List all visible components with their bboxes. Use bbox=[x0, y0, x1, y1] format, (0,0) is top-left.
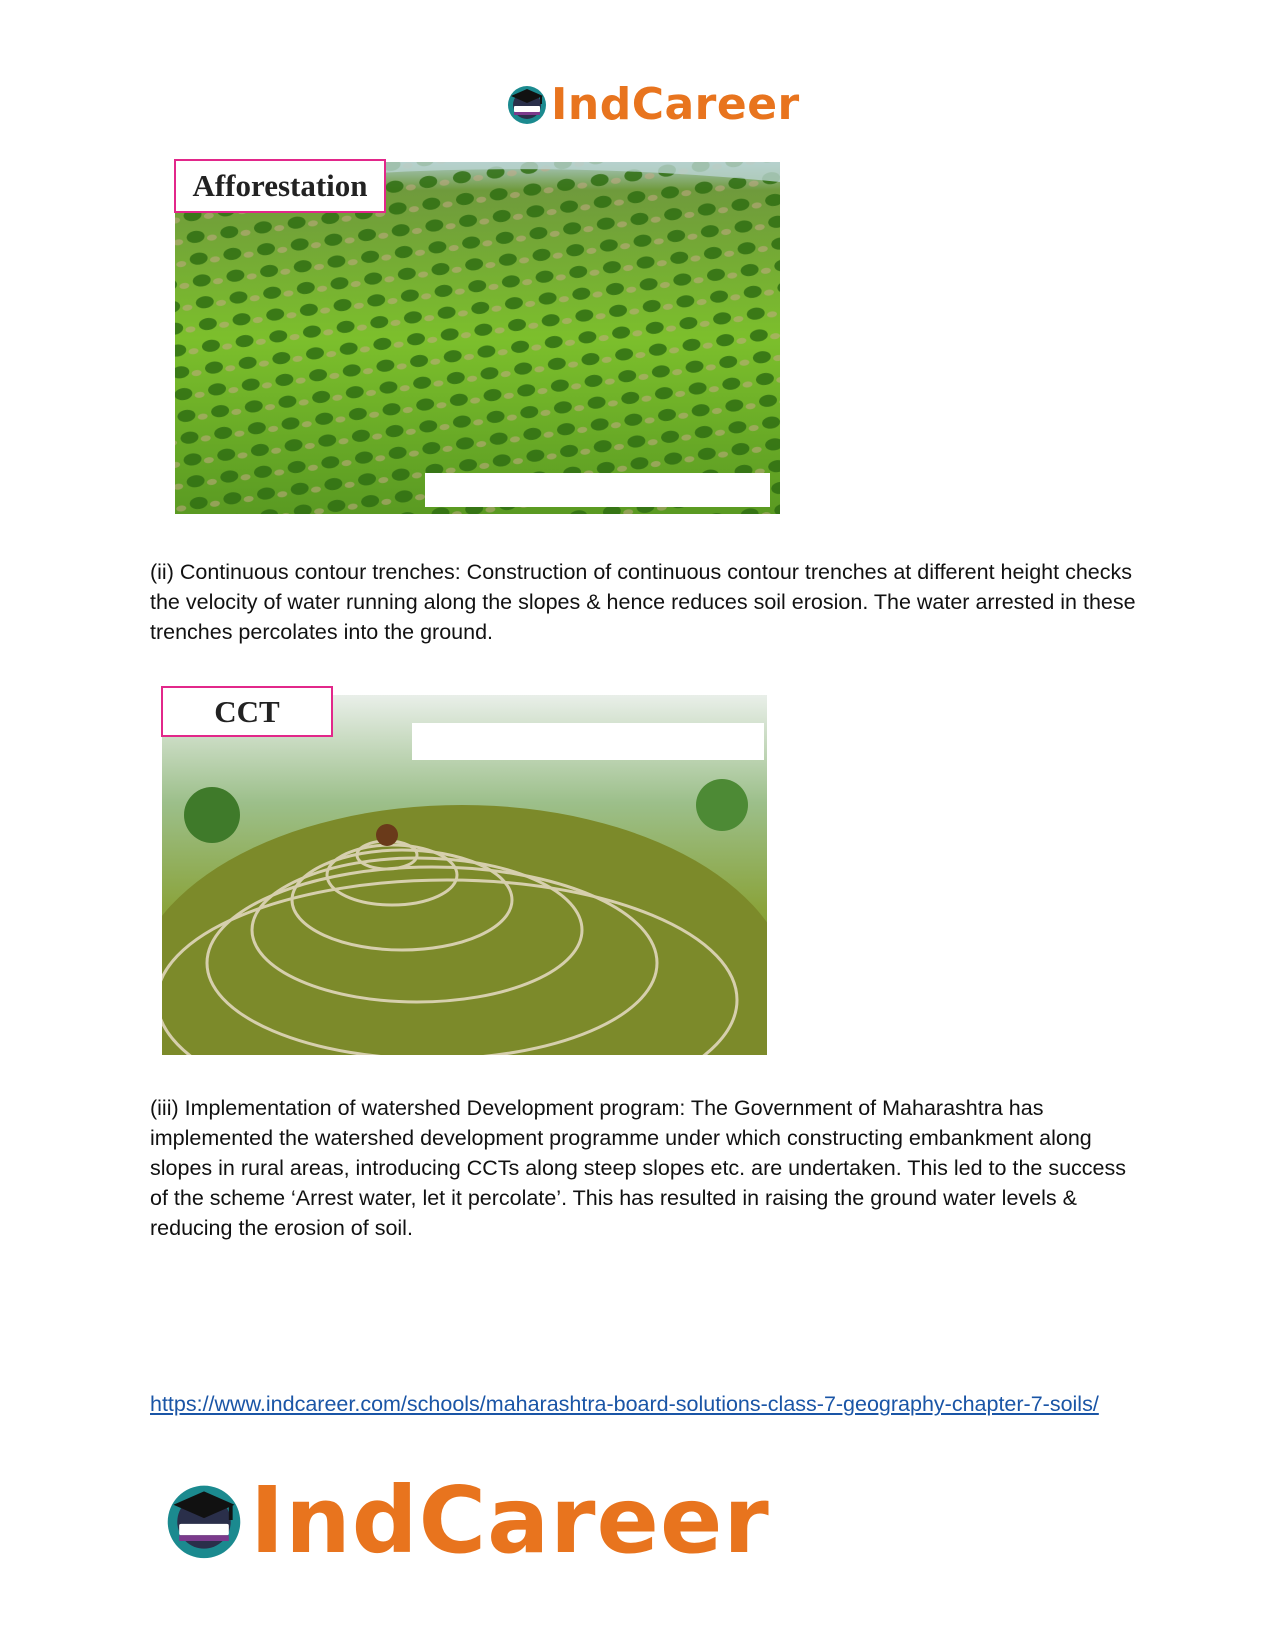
header-logo bbox=[505, 80, 800, 128]
image-mask bbox=[425, 473, 770, 507]
figure-label-cct: CCT bbox=[161, 686, 333, 737]
source-url-link[interactable]: https://www.indcareer.com/schools/maharashtra-board-solutions-class-7-geography-chapter-7-soils/ bbox=[150, 1392, 1099, 1416]
graduation-book-icon bbox=[505, 82, 549, 126]
image-mask bbox=[412, 723, 764, 760]
figure-label-afforestation: Afforestation bbox=[174, 159, 386, 213]
footer-logo bbox=[162, 1466, 770, 1574]
paragraph-watershed-development: (iii) Implementation of watershed Development program: The Government of Maharashtra has implemented the watershed development programme under which constructing embankment along slopes in rural areas, introducing CCTs along steep slopes etc. are undertaken. This led to the success of the scheme ‘Arrest water, let it percolate’. This has resulted in raising the ground water levels & reducing the erosion of soil. bbox=[150, 1096, 1126, 1240]
paragraph-contour-trenches: (ii) Continuous contour trenches: Construction of continuous contour trenches at different height checks the velocity of water running along the slopes & hence reduces soil erosion. The water arrested in these trenches percolates into the ground. bbox=[150, 560, 1136, 644]
afforestation-photo bbox=[175, 162, 780, 514]
logo-wordmark: IndCareer bbox=[551, 78, 800, 130]
graduation-book-icon bbox=[162, 1478, 246, 1562]
logo-wordmark: IndCareer bbox=[250, 1466, 770, 1574]
